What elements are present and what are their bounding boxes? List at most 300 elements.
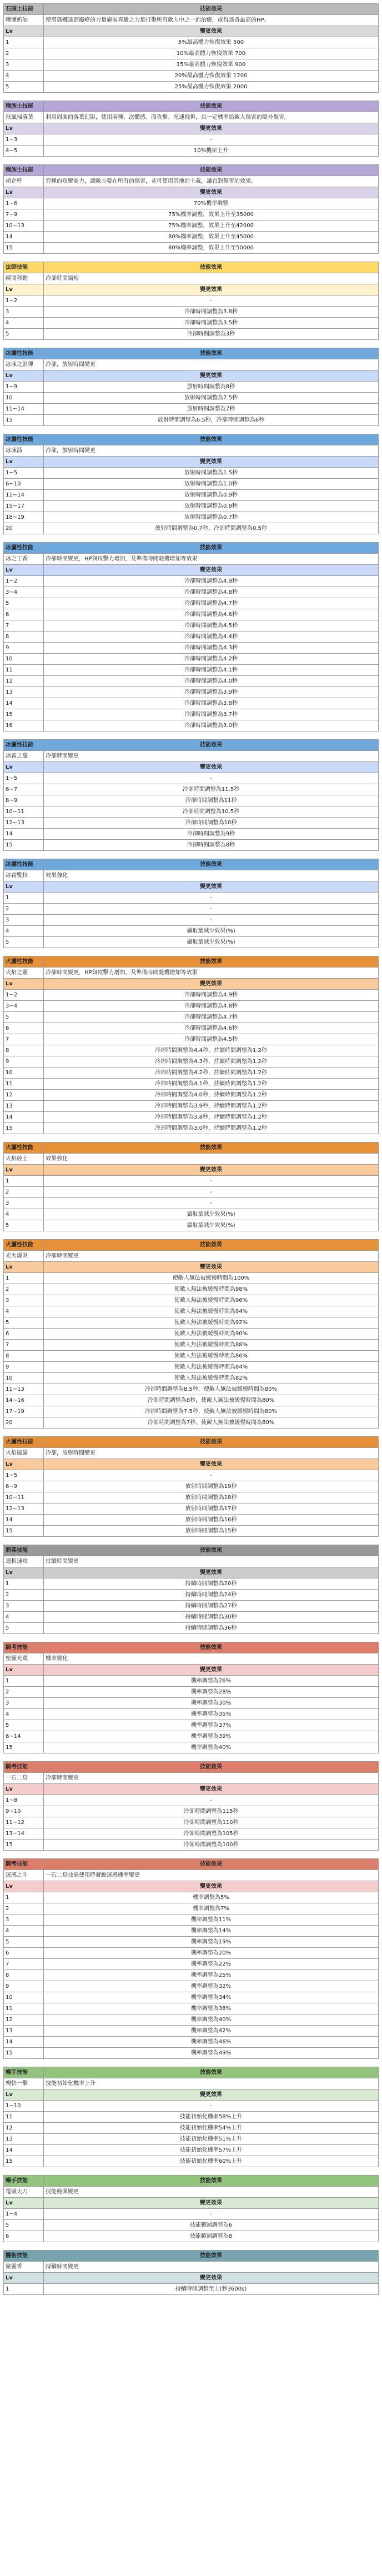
table-row (4, 59, 379, 71)
table-row (4, 501, 379, 512)
skill-category-row (4, 348, 379, 359)
level-cell: 5 (4, 937, 44, 948)
effect-cell: 放射時間調整為16秒 (44, 1515, 379, 1526)
table-row (4, 1840, 379, 1851)
level-cell: 8 (4, 632, 44, 643)
table-row (4, 1806, 379, 1817)
effect-cell: 使敵人無法被緩慢時間為84% (44, 1362, 379, 1373)
effect-header: 技能效果 (44, 956, 379, 968)
table-row (4, 382, 379, 393)
skill-category-row (4, 1545, 379, 1556)
skill-category-row (4, 101, 379, 112)
effect-cell: - (44, 915, 379, 926)
effect-cell: 10%機率上升 (44, 146, 379, 157)
level-cell: 5 (4, 1220, 44, 1231)
level-cell: 1~8 (4, 1795, 44, 1806)
effect-cell: 機率調整為40% (44, 2014, 379, 2026)
table-row (4, 1687, 379, 1698)
table-row (4, 1123, 379, 1134)
effect-cell: 冷卻時間調整為4.5秒 (44, 1034, 379, 1045)
level-cell: 3 (4, 1601, 44, 1612)
effect-header: 技能效果 (44, 434, 379, 445)
skill-description: 持續時間變更 (44, 2262, 379, 2273)
level-cell: 14 (4, 1112, 44, 1123)
level-cell: 4 (4, 1306, 44, 1317)
level-cell: 8~9 (4, 795, 44, 806)
skill-name: 火焰風暴 (4, 1448, 44, 1459)
table-row (4, 1709, 379, 1720)
change-header: 變更效果 (44, 123, 379, 134)
effect-cell: - (44, 134, 379, 146)
effect-cell: 冷卻時間調整為8秒 (44, 840, 379, 851)
level-cell: 13~14 (4, 1828, 44, 1840)
effect-cell: 冷卻時間調整為4.8秒 (44, 1001, 379, 1012)
table-row (4, 795, 379, 806)
effect-cell: - (44, 1176, 379, 1187)
effect-cell: 冷卻時間調整為3.5秒 (44, 318, 379, 329)
effect-cell: - (44, 2101, 379, 2112)
level-cell: 10~11 (4, 1492, 44, 1503)
level-cell: 3 (4, 1295, 44, 1306)
table-row (4, 295, 379, 307)
table-row (4, 1526, 379, 1537)
level-header-row (4, 2273, 379, 2284)
change-header: 變更效果 (44, 565, 379, 576)
effect-cell: 持續時間調整為36秒 (44, 1623, 379, 1634)
effect-cell: 放射時間調整為0.7秒 (44, 512, 379, 523)
effect-cell: 放射時間調整為17秒 (44, 1503, 379, 1515)
level-cell: 10~13 (4, 220, 44, 232)
level-cell: 14 (4, 829, 44, 840)
level-cell: 17~19 (4, 1406, 44, 1417)
table-row (4, 2026, 379, 2037)
skill-description: 一石二鳥技能使用時發動迷惑機率變更 (44, 1870, 379, 1881)
effect-cell: 技能初始化機率54%上升 (44, 2123, 379, 2134)
skill-name-row (4, 1448, 379, 1459)
table-row (4, 1417, 379, 1429)
table-row (4, 1892, 379, 1903)
level-cell: 10 (4, 1373, 44, 1384)
skill-description: 冷卻時間縮短 (44, 273, 379, 284)
level-cell: 3 (4, 1198, 44, 1209)
level-cell: 10 (4, 393, 44, 404)
level-cell: 1~5 (4, 773, 44, 784)
skill-description: 持續時間變更 (44, 1556, 379, 1567)
level-cell: 12 (4, 676, 44, 687)
level-cell: 2 (4, 904, 44, 915)
skill-tables-page (3, 3, 379, 2303)
level-cell: 4 (4, 318, 44, 329)
skill-description: 冷卻，放射時間變更 (44, 445, 379, 457)
change-header: 變更效果 (44, 1262, 379, 1273)
level-cell: 15 (4, 1840, 44, 1851)
skill-description: 利用周圍的落葉幻影，使用兩種、次體感、而攻擊、光速飛舞，以一定機率給敵人傷害的額外傷害。 (44, 112, 379, 123)
skill-table (3, 1436, 379, 1537)
level-cell: 1~3 (4, 134, 44, 146)
level-header-row (4, 881, 379, 893)
effect-cell: 冷卻時間調整為3.7秒 (44, 709, 379, 720)
level-cell: 14~16 (4, 1395, 44, 1406)
skill-description: 究極的攻擊能力，讓敵方要在所有的傷害，並可使用其他的主義，讓台對傷害的效果。 (44, 176, 379, 187)
skill-name-row (4, 870, 379, 881)
level-cell: 14 (4, 1515, 44, 1526)
skill-name-row (4, 968, 379, 979)
table-row (4, 1698, 379, 1709)
skill-table (3, 434, 379, 534)
effect-header: 技能效果 (44, 348, 379, 359)
table-row (4, 329, 379, 340)
skill-name-row (4, 359, 379, 370)
lv-header: Lv (4, 1459, 44, 1470)
level-cell: 2 (4, 48, 44, 59)
level-cell: 10~11 (4, 806, 44, 818)
skill-name: 迷惑之斗 (4, 1870, 44, 1881)
effect-cell: 冷卻時間調整為4.9秒 (44, 990, 379, 1001)
effect-cell: 冷卻時間調整為4.6秒 (44, 609, 379, 620)
table-row (4, 665, 379, 676)
level-cell: 7 (4, 620, 44, 632)
level-cell: 12~13 (4, 818, 44, 829)
level-cell: 15 (4, 1526, 44, 1537)
skill-name: 一石二鳥 (4, 1773, 44, 1784)
table-row (4, 1578, 379, 1590)
effect-cell: 機率調整為5% (44, 1892, 379, 1903)
level-header-row (4, 762, 379, 773)
skill-name: 秋風掃落葉 (4, 112, 44, 123)
level-cell: 5 (4, 1012, 44, 1023)
level-header-row (4, 187, 379, 198)
level-cell: 9 (4, 1362, 44, 1373)
table-row (4, 1492, 379, 1503)
change-header: 變更效果 (44, 1459, 379, 1470)
table-row (4, 1384, 379, 1395)
level-cell: 11 (4, 665, 44, 676)
change-header: 變更效果 (44, 370, 379, 382)
effect-cell: 冷卻時間調整為4.7秒 (44, 1012, 379, 1023)
effect-cell: 冷卻時間調整為4.0秒，持續時間調整為1.2秒 (44, 1090, 379, 1101)
skill-category: 火屬性技能 (4, 956, 44, 968)
level-cell: 13 (4, 2134, 44, 2145)
skill-table (3, 739, 379, 851)
level-header-row (4, 457, 379, 468)
level-cell: 5 (4, 598, 44, 609)
skill-description: 冷卻時間變更 (44, 1251, 379, 1262)
effect-cell: 機率調整為14% (44, 1926, 379, 1937)
lv-header: Lv (4, 370, 44, 382)
effect-cell: 冷卻時間調整為4.4秒 (44, 632, 379, 643)
effect-cell: 攝取量減少效果(%) (44, 926, 379, 937)
skill-table (3, 348, 379, 426)
effect-cell: 放射時間調整為0.7秒，冷卻時間調整為0.5秒 (44, 523, 379, 534)
level-cell: 8 (4, 1045, 44, 1056)
effect-cell: 冷卻時間調整為3秒 (44, 329, 379, 340)
level-cell: 3 (4, 1698, 44, 1709)
table-row (4, 1926, 379, 1937)
skill-name-row (4, 1653, 379, 1665)
level-cell: 20 (4, 1417, 44, 1429)
skill-name-row (4, 176, 379, 187)
level-header-row (4, 1784, 379, 1795)
table-row (4, 1079, 379, 1090)
table-row (4, 1795, 379, 1806)
effect-cell: - (44, 773, 379, 784)
skill-description: 機率變化 (44, 1653, 379, 1665)
level-cell: 4 (4, 1209, 44, 1220)
table-row (4, 479, 379, 490)
table-row (4, 904, 379, 915)
skill-table (3, 1858, 379, 2059)
level-cell: 6 (4, 2231, 44, 2242)
skill-name-row (4, 445, 379, 457)
table-row (4, 709, 379, 720)
level-cell: 15 (4, 2156, 44, 2167)
level-cell: 4 (4, 1926, 44, 1937)
effect-cell: 機率調整為32% (44, 1981, 379, 1992)
lv-header: Lv (4, 565, 44, 576)
effect-cell: 冷卻時間調整為7秒，使敵人無法被緩慢時間為80% (44, 1417, 379, 1429)
table-row (4, 2220, 379, 2231)
effect-cell: 冷卻時間調整為8秒，使敵人無法被緩慢時間為80% (44, 1395, 379, 1406)
effect-cell: - (44, 2209, 379, 2220)
level-cell: 3 (4, 915, 44, 926)
effect-cell: 冷卻時間調整為11秒 (44, 795, 379, 806)
effect-header: 技能效果 (44, 1142, 379, 1154)
effect-header: 技能效果 (44, 262, 379, 273)
level-header-row (4, 1262, 379, 1273)
level-cell: 4 (4, 71, 44, 82)
skill-category-row (4, 165, 379, 176)
table-row (4, 1329, 379, 1340)
effect-header: 技能效果 (44, 1240, 379, 1251)
skill-table (3, 859, 379, 948)
lv-header: Lv (4, 881, 44, 893)
skill-name: 連斬速攻 (4, 1556, 44, 1567)
effect-cell: 冷卻時間調整為4.4秒，持續時間調整為1.2秒 (44, 1045, 379, 1056)
effect-cell: 使敵人無法被緩慢時間為98% (44, 1284, 379, 1295)
lv-header: Lv (4, 284, 44, 295)
skill-name-row (4, 2078, 379, 2089)
table-row (4, 490, 379, 501)
skill-category: 冰屬性技能 (4, 859, 44, 870)
effect-cell: 放射時間調整為7秒 (44, 404, 379, 415)
skill-description: 效果強化 (44, 870, 379, 881)
level-cell: 7 (4, 1034, 44, 1045)
table-row (4, 2284, 379, 2295)
level-cell: 15 (4, 709, 44, 720)
effect-cell: 冷卻時間調整為4.2秒，持續時間調整為1.2秒 (44, 1068, 379, 1079)
level-cell: 5 (4, 1720, 44, 1731)
effect-cell: 機率調整為22% (44, 1959, 379, 1970)
level-cell: 6~7 (4, 784, 44, 795)
skill-category-row (4, 956, 379, 968)
effect-cell: 機率調整為42% (44, 2026, 379, 2037)
table-row (4, 1220, 379, 1231)
table-row (4, 676, 379, 687)
effect-cell: 使敵人無法被緩慢時間為94% (44, 1306, 379, 1317)
level-cell: 9~10 (4, 1806, 44, 1817)
table-row (4, 654, 379, 665)
effect-cell: 放射時間調整為1.5秒 (44, 468, 379, 479)
effect-cell: 機率調整為34% (44, 1992, 379, 2003)
effect-cell: 20%最高體力恢復效果 1200 (44, 71, 379, 82)
skill-table (3, 956, 379, 1134)
table-row (4, 1198, 379, 1209)
level-cell: 2 (4, 1590, 44, 1601)
skill-name: 冰凍箭 (4, 445, 44, 457)
effect-cell: 機率調整為28% (44, 1687, 379, 1698)
level-cell: 1~10 (4, 2101, 44, 2112)
skill-name-row (4, 2262, 379, 2273)
level-cell: 2 (4, 1903, 44, 1915)
skill-table (3, 2175, 379, 2242)
table-row (4, 48, 379, 59)
effect-cell: 技能範圍調整為8 (44, 2231, 379, 2242)
effect-header: 技能效果 (44, 2251, 379, 2262)
table-row (4, 1362, 379, 1373)
skill-category-row (4, 2067, 379, 2078)
effect-header: 技能效果 (44, 1859, 379, 1870)
effect-cell: 放射時間調整為1.0秒 (44, 479, 379, 490)
table-row (4, 468, 379, 479)
table-row (4, 1720, 379, 1731)
table-row (4, 1590, 379, 1601)
skill-category: 暢手技能 (4, 2176, 44, 2187)
level-cell: 8 (4, 1351, 44, 1362)
level-header-row (4, 1665, 379, 1676)
skill-name-row (4, 554, 379, 565)
skill-name: 光火爆炎 (4, 1251, 44, 1262)
table-row (4, 1023, 379, 1034)
effect-cell: 機率調整為19% (44, 1937, 379, 1948)
effect-cell: 機率調整為25% (44, 1970, 379, 1981)
lv-header: Lv (4, 1567, 44, 1578)
level-cell: 7~9 (4, 209, 44, 220)
effect-header: 技能效果 (44, 1545, 379, 1556)
effect-cell: 冷卻時間調整為3.8秒 (44, 698, 379, 709)
table-row (4, 393, 379, 404)
level-cell: 7 (4, 1959, 44, 1970)
effect-cell: 冷卻時間調整為4.9秒 (44, 576, 379, 587)
level-cell: 4 (4, 1612, 44, 1623)
level-cell: 4 (4, 926, 44, 937)
skill-category: 刺客技能 (4, 1545, 44, 1556)
skill-name-row (4, 1773, 379, 1784)
skill-table (3, 101, 379, 157)
level-cell: 3 (4, 307, 44, 318)
effect-cell: 放射時間調整為19秒 (44, 1481, 379, 1492)
effect-cell: 攝取量減少效果(%) (44, 937, 379, 948)
effect-cell: 冷卻時間調整為4.3秒，持續時間調整為1.2秒 (44, 1056, 379, 1068)
level-cell: 6~14 (4, 1731, 44, 1742)
level-cell: 6 (4, 1023, 44, 1034)
skill-category-row (4, 4, 379, 15)
level-cell: 6~9 (4, 1481, 44, 1492)
skill-name: 瞬間移動 (4, 273, 44, 284)
skill-table (3, 542, 379, 731)
level-cell: 1~6 (4, 198, 44, 209)
effect-cell: 技能初始化機率51%上升 (44, 2134, 379, 2145)
effect-cell: 使敵人無法被緩慢時間為96% (44, 1295, 379, 1306)
effect-cell: 放射時間調整為0.8秒 (44, 501, 379, 512)
level-cell: 11~12 (4, 1817, 44, 1828)
skill-name: 火焰陸士 (4, 1154, 44, 1165)
lv-header: Lv (4, 26, 44, 37)
level-cell: 13 (4, 687, 44, 698)
effect-cell: 攝取量減少效果(%) (44, 1209, 379, 1220)
skill-description: 冷卻時間變更，HP與攻擊力增加，及準備時間隨機增加等效果 (44, 968, 379, 979)
level-header-row (4, 26, 379, 37)
skill-name: 火焰之靈 (4, 968, 44, 979)
table-row (4, 1481, 379, 1492)
effect-cell: - (44, 1795, 379, 1806)
effect-cell: 冷卻時間調整為3.8秒，持續時間調整為1.2秒 (44, 1112, 379, 1123)
effect-cell: 放射時間調整為15秒 (44, 1526, 379, 1537)
skill-category: 騎考技能 (4, 1642, 44, 1653)
level-cell: 16 (4, 720, 44, 731)
table-row (4, 82, 379, 93)
skill-category-row (4, 859, 379, 870)
effect-cell: 機率調整為49% (44, 2048, 379, 2059)
table-row (4, 2037, 379, 2048)
lv-header: Lv (4, 1165, 44, 1176)
table-row (4, 2123, 379, 2134)
level-cell: 1 (4, 1176, 44, 1187)
effect-cell: - (44, 1470, 379, 1481)
table-row (4, 620, 379, 632)
effect-cell: - (44, 893, 379, 904)
change-header: 變更效果 (44, 762, 379, 773)
level-cell: 18~19 (4, 512, 44, 523)
table-row (4, 609, 379, 620)
effect-cell: 冷卻時間調整為4.6秒 (44, 1023, 379, 1034)
skill-category: 法師技能 (4, 262, 44, 273)
effect-cell: 70%機率調整 (44, 198, 379, 209)
skill-name-row (4, 1556, 379, 1567)
lv-header: Lv (4, 2089, 44, 2101)
table-row (4, 1045, 379, 1056)
effect-cell: 放射時間調整為0.9秒 (44, 490, 379, 501)
effect-cell: 冷卻時間調整為110秒 (44, 1817, 379, 1828)
skill-table (3, 1761, 379, 1851)
effect-cell: 機率調整為30% (44, 1698, 379, 1709)
table-row (4, 523, 379, 534)
table-row (4, 784, 379, 795)
table-row (4, 1470, 379, 1481)
level-cell: 11~14 (4, 490, 44, 501)
change-header: 變更效果 (44, 284, 379, 295)
table-row (4, 915, 379, 926)
effect-cell: 使敵人無法被緩慢時間為92% (44, 1317, 379, 1329)
skill-table (3, 164, 379, 254)
skill-name: 冰之丁香 (4, 554, 44, 565)
skill-category: 冰屬性技能 (4, 434, 44, 445)
skill-category-row (4, 434, 379, 445)
effect-cell: 攝取量減少效果(%) (44, 1220, 379, 1231)
level-cell: 15~17 (4, 501, 44, 512)
table-row (4, 1187, 379, 1198)
skill-description: 冷卻時間變更，HP與攻擊力增加，及準備時間隨機增加等效果 (44, 554, 379, 565)
level-header-row (4, 565, 379, 576)
level-cell: 10 (4, 654, 44, 665)
table-row (4, 2003, 379, 2014)
skill-category: 騎考技能 (4, 1762, 44, 1773)
skill-description: 使用瑪娜達到巔峰的力量施展奔騰之力量打擊所有敵人中之一的治療，或得達各最高的HP。 (44, 15, 379, 26)
level-cell: 3 (4, 59, 44, 71)
table-row (4, 1306, 379, 1317)
effect-cell: 冷卻時間調整為4.3秒 (44, 643, 379, 654)
effect-cell: 機率調整為20% (44, 1948, 379, 1959)
skill-table (3, 1642, 379, 1753)
